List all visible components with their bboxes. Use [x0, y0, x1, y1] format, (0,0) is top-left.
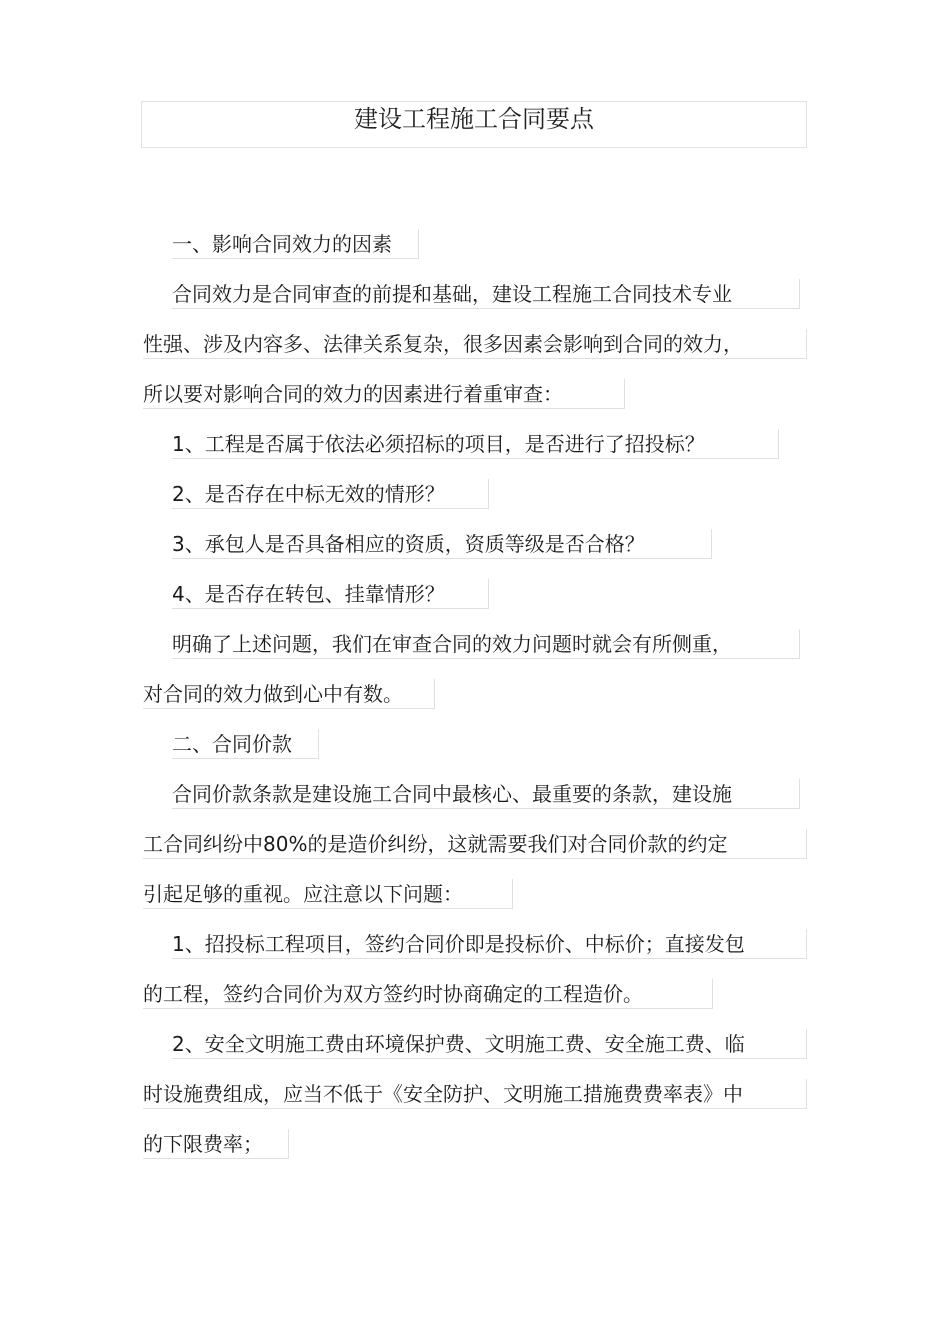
- paragraph-line: [172, 629, 800, 659]
- section-heading-1: [172, 229, 419, 259]
- paragraph-text: 对合同的效力做到心中有数。: [143, 682, 403, 706]
- paragraph-line: [143, 379, 625, 409]
- list-item: [172, 1029, 807, 1059]
- paragraph-line: [143, 829, 807, 859]
- paragraph-text: 性强、涉及内容多、法律关系复杂，很多因素会影响到合同的效力，: [143, 332, 743, 356]
- item-text: 、招投标工程项目，签约合同价即是投标价、中标价；直接发包: [184, 932, 745, 956]
- paragraph-text: 的工程，签约合同价为双方签约时协商确定的工程造价。: [143, 982, 643, 1006]
- paragraph-text: 时设施费组成，应当不低于《安全防护、文明施工措施费费率表》中: [143, 1082, 743, 1106]
- item-text: 、是否存在中标无效的情形？: [184, 482, 445, 506]
- paragraph-text: 合同价款条款是建设施工合同中最核心、最重要的条款，建设施: [172, 782, 732, 806]
- paragraph-line: [143, 329, 807, 359]
- list-item: [172, 429, 779, 459]
- paragraph-text: 所以要对影响合同的效力的因素进行着重审查：: [143, 382, 563, 406]
- list-item: [172, 479, 489, 509]
- item-text: 、是否存在转包、挂靠情形？: [184, 582, 445, 606]
- heading-text: 一、影响合同效力的因素: [172, 232, 392, 256]
- paragraph-text: 明确了上述问题，我们在审查合同的效力问题时就会有所侧重，: [172, 632, 732, 656]
- paragraph-line: [172, 279, 800, 309]
- item-text: 、安全文明施工费由环境保护费、文明施工费、安全施工费、临: [184, 1032, 745, 1056]
- item-number: 4: [172, 582, 185, 606]
- item-number: 1: [172, 932, 185, 956]
- list-item: [172, 579, 489, 609]
- item-number: 2: [172, 482, 185, 506]
- percentage-value: 80%: [263, 832, 308, 856]
- paragraph-text: 的下限费率；: [143, 1132, 263, 1156]
- paragraph-line: [143, 679, 435, 709]
- section-heading-2: [172, 729, 319, 759]
- paragraph-line: [172, 779, 800, 809]
- item-number: 2: [172, 1032, 185, 1056]
- paragraph-line: [143, 979, 713, 1009]
- list-item: [172, 529, 712, 559]
- paragraph-line: [143, 1079, 807, 1109]
- paragraph-text: 合同效力是合同审查的前提和基础，建设工程施工合同技术专业: [172, 282, 732, 306]
- item-text: 、承包人是否具备相应的资质，资质等级是否合格？: [184, 532, 645, 556]
- paragraph-text: 引起足够的重视。应注意以下问题：: [143, 882, 463, 906]
- paragraph-line: [143, 1129, 289, 1159]
- paragraph-text: 的是造价纠纷，这就需要我们对合同价款的约定: [307, 832, 728, 856]
- list-item: [172, 929, 807, 959]
- heading-text: 二、合同价款: [172, 732, 292, 756]
- item-number: 1: [172, 432, 185, 456]
- paragraph-text: 工合同纠纷中: [143, 832, 263, 856]
- item-number: 3: [172, 532, 185, 556]
- document-title: 建设工程施工合同要点: [141, 101, 807, 148]
- paragraph-line: [143, 879, 513, 909]
- item-text: 、工程是否属于依法必须招标的项目，是否进行了招投标？: [184, 432, 705, 456]
